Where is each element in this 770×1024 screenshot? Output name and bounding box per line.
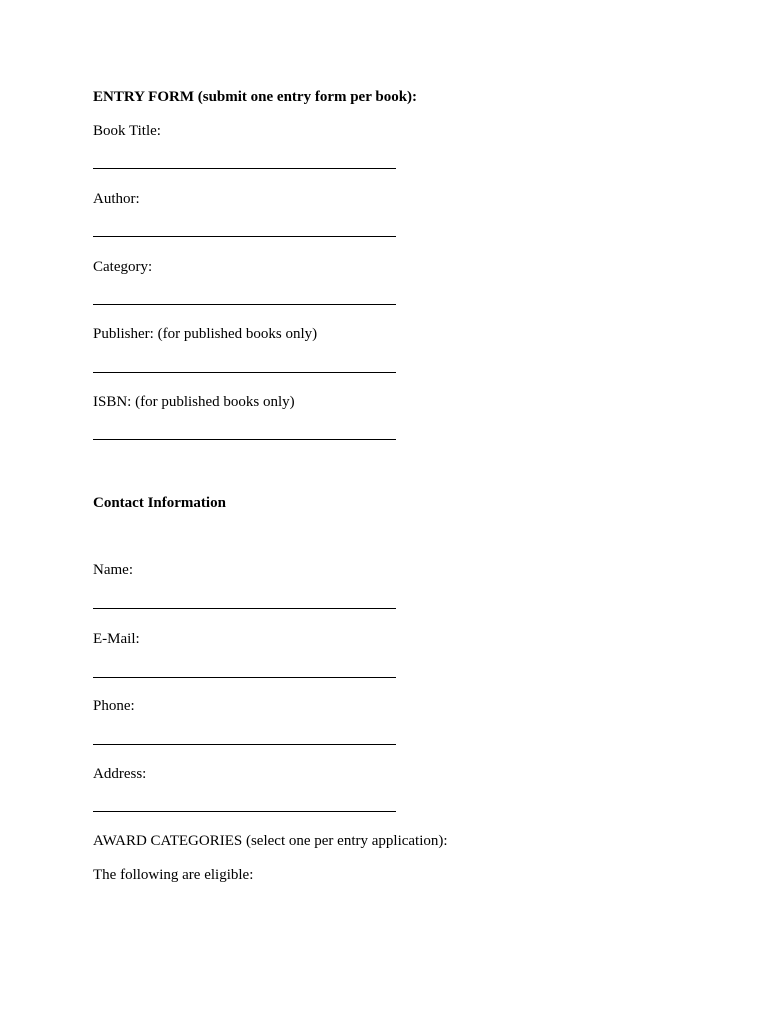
phone-field[interactable] (93, 744, 396, 745)
author-label: Author: (93, 191, 140, 207)
name-label: Name: (93, 562, 133, 578)
entry-form-heading: ENTRY FORM (submit one entry form per book): (93, 89, 418, 105)
category-label: Category: (93, 259, 153, 275)
isbn-label: ISBN: (for published books only) (93, 394, 295, 410)
book-title-field[interactable] (93, 168, 396, 169)
award-categories-heading: AWARD CATEGORIES (select one per entry application): (93, 833, 448, 849)
category-field[interactable] (93, 304, 396, 305)
address-field[interactable] (93, 811, 396, 812)
email-label: E-Mail: (93, 631, 140, 647)
publisher-field[interactable] (93, 372, 396, 373)
email-field[interactable] (93, 677, 396, 678)
name-field[interactable] (93, 608, 396, 609)
eligible-text: The following are eligible: (93, 867, 254, 883)
publisher-label: Publisher: (for published books only) (93, 326, 318, 342)
phone-label: Phone: (93, 698, 135, 714)
book-title-label: Book Title: (93, 123, 161, 139)
author-field[interactable] (93, 236, 396, 237)
isbn-field[interactable] (93, 439, 396, 440)
contact-information-heading: Contact Information (93, 495, 226, 511)
address-label: Address: (93, 766, 147, 782)
